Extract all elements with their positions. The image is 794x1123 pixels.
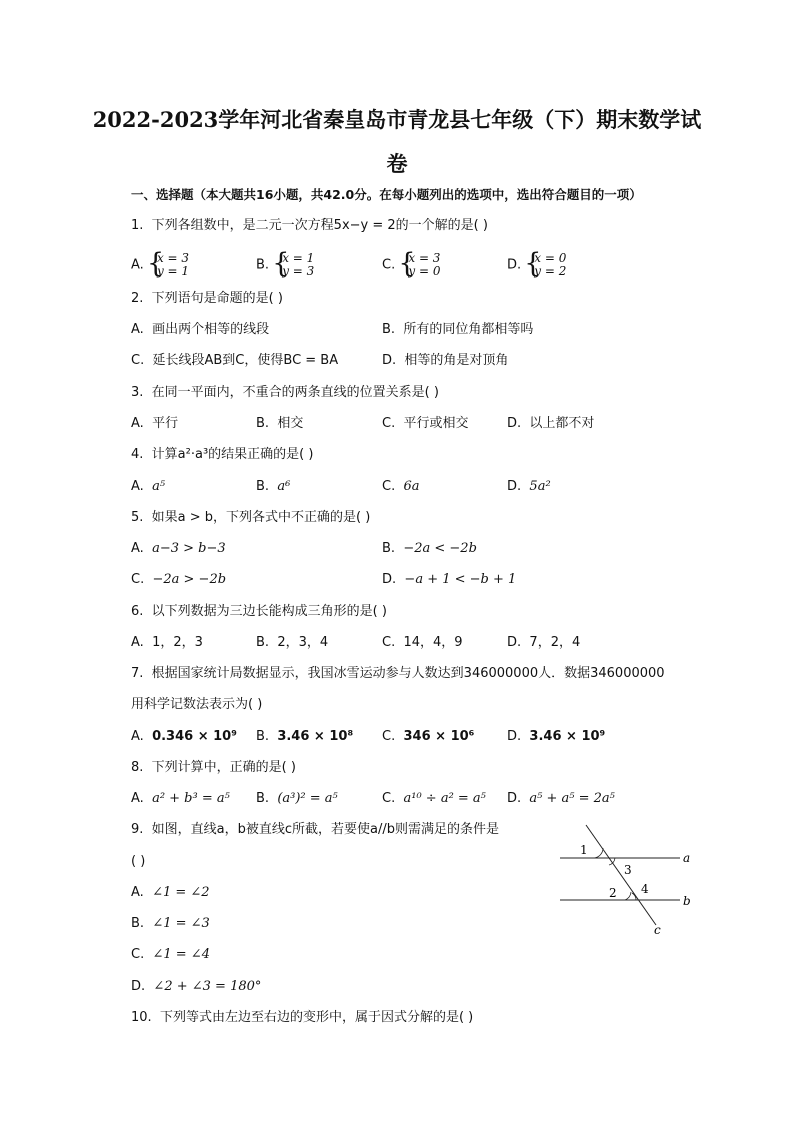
line-label-c: c: [654, 923, 661, 937]
question-2: [131, 289, 283, 309]
question-9: [131, 820, 499, 840]
option-d: D. 3.46 × 10⁹: [507, 729, 606, 744]
option-b: B. 所有的同位角都相等吗: [382, 322, 534, 337]
question-number: 8.: [131, 760, 144, 775]
question-number: 4.: [131, 447, 144, 462]
question-stem: 下列等式由左边至右边的变形中，属于因式分解的是( ): [159, 1010, 474, 1025]
question-number: 5.: [131, 510, 144, 525]
line-label-a: a: [683, 851, 691, 865]
line-label-b: b: [683, 894, 691, 908]
angle-2-arc: [625, 892, 631, 900]
question-5: [131, 508, 370, 528]
page-title: [60, 98, 734, 186]
angle-1-arc: [594, 848, 603, 858]
option-b: B. ∠1 = ∠3: [131, 916, 210, 931]
question-7-continued: 用科学记数法表示为( ): [131, 697, 263, 712]
section-heading: 一、选择题（本大题共16小题，共42.0分。在每小题列出的选项中，选出符合题目的一项）: [131, 187, 642, 202]
option-d: D. 以上都不对: [507, 416, 595, 431]
option-d: D. 5a²: [507, 479, 551, 494]
question-stem: 下列计算中，正确的是( ): [151, 760, 296, 775]
option-c: C. 平行或相交: [382, 416, 469, 431]
question-8: [131, 758, 296, 778]
question-stem: 如图，直线a，b被直线c所截，若要使a//b则需满足的条件是: [151, 822, 500, 837]
option-c: C. −2a > −2b: [131, 572, 227, 587]
equation-system: { x = 1 y = 3: [273, 252, 314, 278]
question-10: [131, 1008, 473, 1028]
option-a: A. { x = 3 y = 1: [131, 252, 189, 278]
question-number: 2.: [131, 291, 144, 306]
option-a: A. 画出两个相等的线段: [131, 322, 270, 337]
question-9-continued: ( ): [131, 854, 146, 869]
option-d: D. { x = 0 y = 2: [507, 252, 566, 278]
question-stem: 下列各组数中，是二元一次方程5x−y = 2的一个解的是( ): [151, 218, 488, 233]
question-stem: 在同一平面内，不重合的两条直线的位置关系是( ): [151, 385, 439, 400]
option-b: B. −2a < −2b: [382, 541, 477, 556]
option-b: B. (a³)² = a⁵: [256, 791, 338, 806]
option-c: C. a¹⁰ ÷ a² = a⁵: [382, 791, 486, 806]
angle-label-4: 4: [641, 882, 649, 896]
option-a: A. 1，2，3: [131, 635, 203, 650]
option-c: C. ∠1 = ∠4: [131, 947, 210, 962]
title-line-2: 卷: [386, 151, 408, 176]
question-stem: 计算a²·a³的结果正确的是( ): [151, 447, 314, 462]
question-stem: 以下列数据为三边长能构成三角形的是( ): [151, 604, 387, 619]
option-b: B. 3.46 × 10⁸: [256, 729, 354, 744]
option-d: D. 7，2，4: [507, 635, 581, 650]
option-c: C. 346 × 10⁶: [382, 729, 475, 744]
question-7: [131, 664, 665, 684]
angle-label-2: 2: [609, 886, 617, 900]
question-number: 6.: [131, 604, 144, 619]
question-number: 9.: [131, 822, 144, 837]
option-c: C. { x = 3 y = 0: [382, 252, 440, 278]
option-d: D. −a + 1 < −b + 1: [382, 572, 517, 587]
option-a: A. 平行: [131, 416, 179, 431]
option-d: D. a⁵ + a⁵ = 2a⁵: [507, 791, 615, 806]
option-b: B. { x = 1 y = 3: [256, 252, 314, 278]
option-d: D. ∠2 + ∠3 = 180°: [131, 979, 262, 994]
equation-system: { x = 3 y = 1: [148, 252, 189, 278]
question-6: [131, 602, 387, 622]
option-b: B. 相交: [256, 416, 304, 431]
equation-system: { x = 3 y = 0: [399, 252, 440, 278]
question-4: [131, 445, 313, 465]
angle-label-1: 1: [580, 843, 588, 857]
question-stem: 如果a > b，下列各式中不正确的是( ): [151, 510, 371, 525]
question-1: [131, 216, 488, 236]
option-b: B. a⁶: [256, 479, 291, 494]
question-stem: 根据国家统计局数据显示，我国冰雪运动参与人数达到346000000人．数据346000000: [151, 666, 665, 681]
question-number: 3.: [131, 385, 144, 400]
option-c: C. 14，4，9: [382, 635, 463, 650]
question-stem: 下列语句是命题的是( ): [151, 291, 283, 306]
option-c: C. 6a: [382, 479, 420, 494]
question-number: 1.: [131, 218, 144, 233]
option-a: A. a⁵: [131, 479, 166, 494]
option-c: C. 延长线段AB到C，使得BC = BA: [131, 353, 339, 368]
title-line-1: 2022-2023学年河北省秦皇岛市青龙县七年级（下）期末数学试: [92, 107, 702, 132]
parallel-lines-figure: [552, 822, 702, 937]
option-a: A. 0.346 × 10⁹: [131, 729, 237, 744]
question-number: 7.: [131, 666, 144, 681]
option-a: A. ∠1 = ∠2: [131, 885, 210, 900]
option-a: A. a² + b³ = a⁵: [131, 791, 230, 806]
equation-system: { x = 0 y = 2: [525, 252, 566, 278]
option-a: A. a−3 > b−3: [131, 541, 226, 556]
angle-4-arc: [632, 893, 636, 900]
angle-label-3: 3: [624, 863, 632, 877]
line-c: [586, 825, 656, 925]
option-b: B. 2，3，4: [256, 635, 329, 650]
question-number: 10.: [131, 1010, 152, 1025]
question-3: [131, 383, 439, 403]
option-d: D. 相等的角是对顶角: [382, 353, 509, 368]
